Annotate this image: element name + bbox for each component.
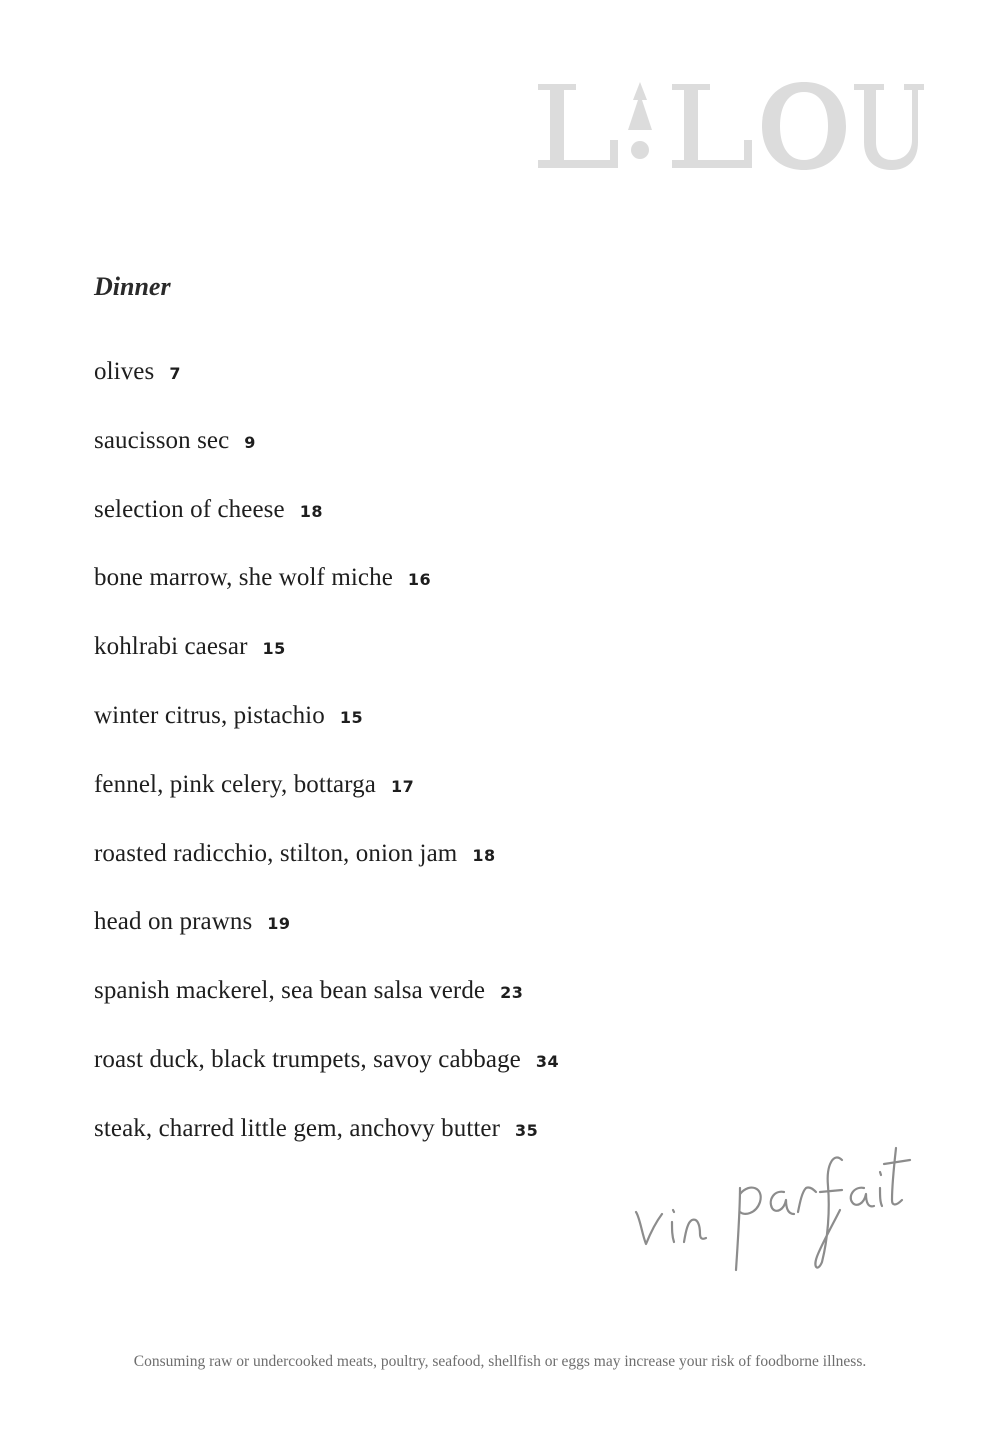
menu-item <box>94 908 559 977</box>
dish-name: kohlrabi caesar <box>94 633 248 661</box>
dish-name: bone marrow, she wolf miche <box>94 564 393 592</box>
menu-item <box>94 564 559 633</box>
dish-name: olives <box>94 358 155 385</box>
dish-name: fennel, pink celery, bottarga <box>94 770 376 798</box>
dish-price: 15 <box>339 707 364 727</box>
dish-name: steak, charred little gem, anchovy butter <box>94 1114 501 1142</box>
dish-price: 16 <box>407 570 432 590</box>
menu-section-title: Dinner <box>94 272 171 301</box>
menu-item <box>94 1115 559 1184</box>
dinner-menu-list <box>94 358 559 1184</box>
dish-price: 18 <box>472 845 496 865</box>
dish-price: 23 <box>500 983 524 1003</box>
dish-name: roasted radicchio, stilton, onion jam <box>94 839 458 867</box>
menu-item <box>94 427 559 496</box>
dish-name: winter citrus, pistachio <box>94 701 325 729</box>
dish-price: 19 <box>267 914 291 934</box>
dish-price: 17 <box>390 776 415 796</box>
menu-item <box>94 358 559 427</box>
dish-price: 18 <box>299 501 323 521</box>
dish-price: 15 <box>262 639 286 659</box>
dish-price: 35 <box>515 1120 539 1140</box>
dish-price: 34 <box>535 1051 560 1071</box>
lalou-logo <box>532 80 924 172</box>
menu-item <box>94 771 559 840</box>
menu-item <box>94 977 559 1046</box>
health-disclaimer: Consuming raw or undercooked meats, poultry, seafood, shellfish or eggs may increase your risk of foodborne illness. <box>133 1353 867 1370</box>
dish-name: roast duck, black trumpets, savoy cabbage <box>94 1045 521 1073</box>
dish-name: selection of cheese <box>94 495 285 523</box>
dish-name: spanish mackerel, sea bean salsa verde <box>94 977 486 1005</box>
vin-parfait-signature <box>628 1130 918 1280</box>
menu-item <box>94 1046 559 1115</box>
menu-item <box>94 840 559 909</box>
dish-price: 9 <box>244 432 256 452</box>
dish-name: head on prawns <box>94 908 253 936</box>
menu-item <box>94 496 559 565</box>
dish-price: 7 <box>169 364 181 383</box>
dish-name: saucisson sec <box>94 426 230 454</box>
menu-item <box>94 633 559 702</box>
menu-item <box>94 702 559 771</box>
